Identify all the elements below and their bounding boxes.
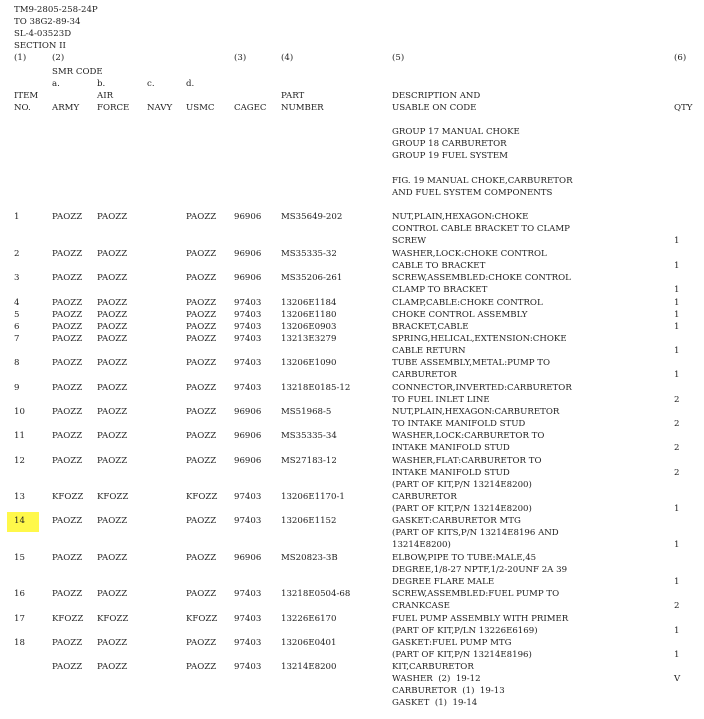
smr-usmc: PAOZZ: [186, 638, 217, 648]
item-number: 14: [14, 516, 25, 526]
quantity: 1: [674, 236, 680, 246]
description-line: CHOKE CONTROL ASSEMBLY: [392, 310, 528, 320]
item-number: 9: [14, 383, 20, 393]
sub-c: c.: [147, 79, 155, 89]
description-line: WASHER,LOCK:CHOKE CONTROL: [392, 249, 547, 259]
navy-label: NAVY: [147, 103, 173, 113]
description-line: CLAMP TO BRACKET: [392, 285, 488, 295]
description-line: WASHER (2) 19-12: [392, 674, 481, 684]
smr-usmc: PAOZZ: [186, 589, 217, 599]
force-label: FORCE: [97, 103, 130, 113]
group-line: GROUP 17 MANUAL CHOKE: [392, 127, 520, 137]
smr-air-force: PAOZZ: [97, 516, 128, 526]
description-line: SCREW,ASSEMBLED:FUEL PUMP TO: [392, 589, 560, 599]
smr-army: KFOZZ: [52, 614, 84, 624]
quantity: 1: [674, 577, 680, 587]
air-label: AIR: [97, 91, 114, 101]
cagec-code: 97403: [234, 322, 262, 332]
group-line: GROUP 18 CARBURETOR: [392, 139, 507, 149]
smr-army: PAOZZ: [52, 456, 83, 466]
part-number: 13226E6170: [281, 614, 337, 624]
description-line: NUT,PLAIN,HEXAGON:CARBURETOR: [392, 407, 560, 417]
quantity: 1: [674, 261, 680, 271]
smr-army: PAOZZ: [52, 553, 83, 563]
description-line: DEGREE FLARE MALE: [392, 577, 495, 587]
smr-army: PAOZZ: [52, 431, 83, 441]
smr-air-force: PAOZZ: [97, 322, 128, 332]
part-number: 13213E3279: [281, 334, 337, 344]
description-line: NUT,PLAIN,HEXAGON:CHOKE: [392, 212, 529, 222]
part-number: 13218E0504-68: [281, 589, 351, 599]
smr-air-force: PAOZZ: [97, 310, 128, 320]
smr-usmc: PAOZZ: [186, 553, 217, 563]
sub-a: a.: [52, 79, 60, 89]
part-number: MS35335-32: [281, 249, 337, 259]
part-number: MS51968-5: [281, 407, 332, 417]
smr-air-force: PAOZZ: [97, 249, 128, 259]
description-line: CABLE TO BRACKET: [392, 261, 486, 271]
part-number: 13218E0185-12: [281, 383, 351, 393]
part-number: MS35335-34: [281, 431, 337, 441]
description-line: (PART OF KIT,P/N 13214E8200): [392, 480, 532, 490]
item-number: 4: [14, 298, 20, 308]
smr-army: PAOZZ: [52, 273, 83, 283]
item-number: 2: [14, 249, 20, 259]
smr-air-force: PAOZZ: [97, 589, 128, 599]
smr-usmc: PAOZZ: [186, 334, 217, 344]
cagec-label: CAGEC: [234, 103, 267, 113]
col-num-2: (2): [52, 53, 65, 63]
item-number: 15: [14, 553, 25, 563]
smr-air-force: PAOZZ: [97, 358, 128, 368]
smr-air-force: PAOZZ: [97, 212, 128, 222]
cagec-code: 96906: [234, 249, 262, 259]
cagec-code: 97403: [234, 358, 262, 368]
description-line: CRANKCASE: [392, 601, 450, 611]
smr-army: PAOZZ: [52, 638, 83, 648]
cagec-code: 97403: [234, 492, 262, 502]
cagec-code: 96906: [234, 431, 262, 441]
quantity: 2: [674, 443, 680, 453]
quantity: 1: [674, 540, 680, 550]
description-line: GASKET:FUEL PUMP MTG: [392, 638, 512, 648]
cagec-code: 97403: [234, 383, 262, 393]
part-number: 13214E8200: [281, 662, 337, 672]
quantity: V: [674, 674, 681, 684]
smr-code-label: SMR CODE: [52, 67, 103, 77]
quantity: 2: [674, 468, 680, 478]
description-line: (PART OF KIT,P/N 13214E8200): [392, 504, 532, 514]
col-num-4: (4): [281, 53, 294, 63]
smr-usmc: PAOZZ: [186, 431, 217, 441]
smr-usmc: PAOZZ: [186, 456, 217, 466]
description-line: CARBURETOR: [392, 492, 457, 502]
cagec-code: 97403: [234, 614, 262, 624]
smr-air-force: PAOZZ: [97, 273, 128, 283]
item-number: 8: [14, 358, 20, 368]
smr-army: PAOZZ: [52, 516, 83, 526]
description-line: CLAMP,CABLE:CHOKE CONTROL: [392, 298, 543, 308]
description-line: BRACKET,CABLE: [392, 322, 469, 332]
part-number: 13206E1184: [281, 298, 337, 308]
description-line: CARBURETOR (1) 19-13: [392, 686, 505, 696]
smr-usmc: PAOZZ: [186, 383, 217, 393]
item-number: 5: [14, 310, 20, 320]
smr-usmc: PAOZZ: [186, 273, 217, 283]
quantity: 1: [674, 285, 680, 295]
item-number: 16: [14, 589, 25, 599]
part-number: MS20823-3B: [281, 553, 338, 563]
col-num-1: (1): [14, 53, 27, 63]
quantity: 2: [674, 419, 680, 429]
smr-air-force: KFOZZ: [97, 614, 129, 624]
usable-label: USABLE ON CODE: [392, 103, 477, 113]
cagec-code: 97403: [234, 589, 262, 599]
smr-usmc: KFOZZ: [186, 614, 218, 624]
smr-army: PAOZZ: [52, 407, 83, 417]
smr-army: PAOZZ: [52, 322, 83, 332]
smr-usmc: PAOZZ: [186, 662, 217, 672]
cagec-code: 97403: [234, 516, 262, 526]
smr-air-force: PAOZZ: [97, 407, 128, 417]
no-label: NO.: [14, 103, 31, 113]
part-number: MS35206-261: [281, 273, 343, 283]
smr-army: PAOZZ: [52, 662, 83, 672]
section-title: SECTION II: [14, 41, 66, 51]
part-number: 13206E1180: [281, 310, 337, 320]
cagec-code: 97403: [234, 298, 262, 308]
army-label: ARMY: [52, 103, 80, 113]
sub-b: b.: [97, 79, 106, 89]
description-line: GASKET (1) 19-14: [392, 698, 478, 708]
description-line: (PART OF KIT,P/LN 13226E6169): [392, 626, 538, 636]
description-line: ELBOW,PIPE TO TUBE:MALE,45: [392, 553, 537, 563]
description-line: INTAKE MANIFOLD STUD: [392, 468, 510, 478]
description-line: TUBE ASSEMBLY,METAL:PUMP TO: [392, 358, 551, 368]
part-number: MS35649-202: [281, 212, 343, 222]
to-number: TO 38G2-89-34: [14, 17, 81, 27]
qty-label: QTY: [674, 103, 693, 113]
smr-army: KFOZZ: [52, 492, 84, 502]
part-number: 13206E1152: [281, 516, 337, 526]
smr-air-force: PAOZZ: [97, 431, 128, 441]
part-number: 13206E0401: [281, 638, 337, 648]
item-number: 13: [14, 492, 25, 502]
quantity: 1: [674, 310, 680, 320]
smr-air-force: PAOZZ: [97, 662, 128, 672]
cagec-code: 96906: [234, 553, 262, 563]
smr-army: PAOZZ: [52, 358, 83, 368]
description-line: (PART OF KIT,P/N 13214E8196): [392, 650, 532, 660]
item-number: 10: [14, 407, 25, 417]
cagec-code: 96906: [234, 212, 262, 222]
number-label: NUMBER: [281, 103, 324, 113]
cagec-code: 96906: [234, 407, 262, 417]
smr-air-force: PAOZZ: [97, 638, 128, 648]
usmc-label: USMC: [186, 103, 215, 113]
description-line: (PART OF KITS,P/N 13214E8196 AND: [392, 528, 559, 538]
smr-army: PAOZZ: [52, 310, 83, 320]
cagec-code: 97403: [234, 662, 262, 672]
description-line: 13214E8200): [392, 540, 451, 550]
smr-air-force: PAOZZ: [97, 298, 128, 308]
cagec-code: 97403: [234, 334, 262, 344]
smr-usmc: KFOZZ: [186, 492, 218, 502]
description-line: DEGREE,1/8-27 NPTF,1/2-20UNF 2A 39: [392, 565, 568, 575]
smr-air-force: PAOZZ: [97, 553, 128, 563]
sub-d: d.: [186, 79, 195, 89]
quantity: 2: [674, 601, 680, 611]
figure-title-line: AND FUEL SYSTEM COMPONENTS: [392, 188, 553, 198]
smr-usmc: PAOZZ: [186, 249, 217, 259]
item-number: 11: [14, 431, 25, 441]
description-line: KIT,CARBURETOR: [392, 662, 474, 672]
part-number: 13206E1090: [281, 358, 337, 368]
cagec-code: 96906: [234, 273, 262, 283]
smr-army: PAOZZ: [52, 298, 83, 308]
item-number: 1: [14, 212, 20, 222]
quantity: 1: [674, 650, 680, 660]
col-num-6: (6): [674, 53, 687, 63]
smr-army: PAOZZ: [52, 383, 83, 393]
smr-usmc: PAOZZ: [186, 358, 217, 368]
smr-army: PAOZZ: [52, 249, 83, 259]
description-line: CONNECTOR,INVERTED:CARBURETOR: [392, 383, 572, 393]
quantity: 1: [674, 504, 680, 514]
item-number: 12: [14, 456, 25, 466]
quantity: 1: [674, 370, 680, 380]
quantity: 1: [674, 298, 680, 308]
group-line: GROUP 19 FUEL SYSTEM: [392, 151, 508, 161]
description-label: DESCRIPTION AND: [392, 91, 481, 101]
smr-usmc: PAOZZ: [186, 298, 217, 308]
part-label: PART: [281, 91, 305, 101]
item-number: 3: [14, 273, 20, 283]
smr-army: PAOZZ: [52, 212, 83, 222]
part-number: MS27183-12: [281, 456, 337, 466]
item-number: 6: [14, 322, 20, 332]
description-line: GASKET:CARBURETOR MTG: [392, 516, 521, 526]
item-number: 18: [14, 638, 25, 648]
description-line: TO FUEL INLET LINE: [392, 395, 490, 405]
col-num-3: (3): [234, 53, 247, 63]
description-line: FUEL PUMP ASSEMBLY WITH PRIMER: [392, 614, 569, 624]
quantity: 1: [674, 626, 680, 636]
item-number: 17: [14, 614, 25, 624]
tm-number: TM9-2805-258-24P: [14, 5, 98, 15]
smr-usmc: PAOZZ: [186, 310, 217, 320]
part-number: 13206E0903: [281, 322, 337, 332]
description-line: SPRING,HELICAL,EXTENSION:CHOKE: [392, 334, 567, 344]
col-num-5: (5): [392, 53, 405, 63]
description-line: WASHER,FLAT:CARBURETOR TO: [392, 456, 542, 466]
smr-air-force: KFOZZ: [97, 492, 129, 502]
description-line: CONTROL CABLE BRACKET TO CLAMP: [392, 224, 570, 234]
smr-air-force: PAOZZ: [97, 334, 128, 344]
description-line: CABLE RETURN: [392, 346, 466, 356]
smr-air-force: PAOZZ: [97, 383, 128, 393]
cagec-code: 97403: [234, 310, 262, 320]
cagec-code: 97403: [234, 638, 262, 648]
smr-usmc: PAOZZ: [186, 407, 217, 417]
figure-title-line: FIG. 19 MANUAL CHOKE,CARBURETOR: [392, 176, 573, 186]
smr-army: PAOZZ: [52, 589, 83, 599]
description-line: SCREW,ASSEMBLED:CHOKE CONTROL: [392, 273, 571, 283]
quantity: 1: [674, 322, 680, 332]
description-line: INTAKE MANIFOLD STUD: [392, 443, 510, 453]
smr-air-force: PAOZZ: [97, 456, 128, 466]
cagec-code: 96906: [234, 456, 262, 466]
sl-number: SL-4-03523D: [14, 29, 72, 39]
description-line: CARBURETOR: [392, 370, 457, 380]
quantity: 2: [674, 395, 680, 405]
smr-usmc: PAOZZ: [186, 322, 217, 332]
description-line: TO INTAKE MANIFOLD STUD: [392, 419, 526, 429]
smr-usmc: PAOZZ: [186, 516, 217, 526]
smr-army: PAOZZ: [52, 334, 83, 344]
item-label: ITEM: [14, 91, 39, 101]
smr-usmc: PAOZZ: [186, 212, 217, 222]
description-line: WASHER,LOCK:CARBURETOR TO: [392, 431, 545, 441]
item-number: 7: [14, 334, 20, 344]
description-line: SCREW: [392, 236, 427, 246]
quantity: 1: [674, 346, 680, 356]
part-number: 13206E1170-1: [281, 492, 345, 502]
